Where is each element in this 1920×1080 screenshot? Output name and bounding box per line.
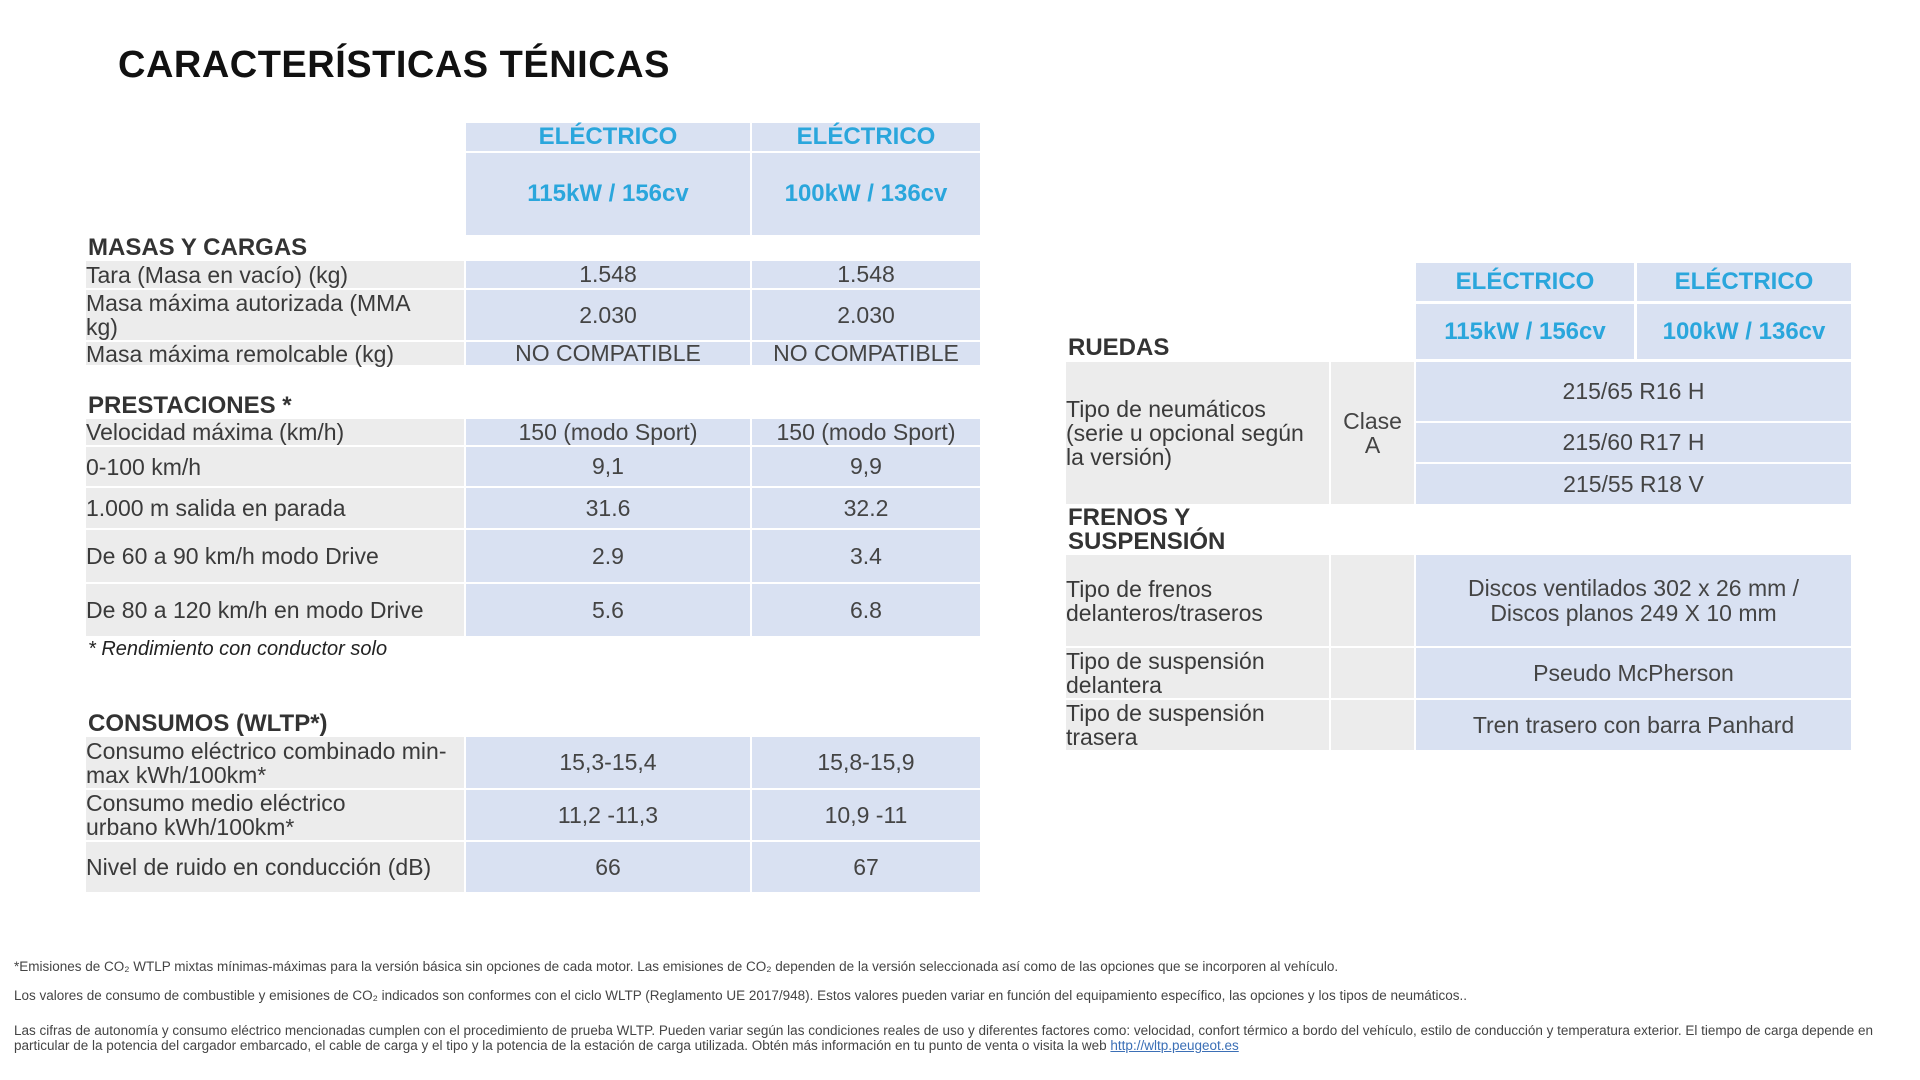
consumos-row-value-1: 11,2 -11,3 (466, 790, 750, 840)
ruedas-clase: Clase A (1331, 362, 1414, 504)
consumos-row-label: Consumo medio eléctrico urbano kWh/100km* (86, 790, 464, 840)
left-col1-header-line1: ELÉCTRICO (466, 123, 750, 151)
masas-row-label: Masa máxima autorizada (MMA kg) (86, 290, 464, 340)
frenos-row-label: Tipo de frenos delanteros/traseros (1066, 555, 1329, 646)
masas-row-value-2: 2.030 (752, 290, 980, 340)
prestaciones-row-label: De 60 a 90 km/h modo Drive (86, 530, 464, 582)
consumos-row-value-1: 66 (466, 842, 750, 892)
prestaciones-row-value-2: 9,9 (752, 447, 980, 486)
consumos-row-label: Nivel de ruido en conducción (dB) (86, 842, 464, 892)
masas-row-value-1: NO COMPATIBLE (466, 342, 750, 365)
prestaciones-row-label: De 80 a 120 km/h en modo Drive (86, 584, 464, 636)
ruedas-value: 215/60 R17 H (1416, 423, 1851, 462)
frenos-blank-cell (1331, 648, 1414, 698)
footnote-autonomia-text: Las cifras de autonomía y consumo eléctrico mencionadas cumplen con el procedimiento de prueba WLTP. Pueden variar según las condiciones reales de uso y diferentes factores como: velocidad, confort térmico a bordo del vehículo, estilo de conducción y temperatura exterior. El tiempo de carga depende en particular de la potencia del cargador embarcado, el cable de carga y el tipo y la potencia de la estación de carga utilizada. Obtén más información en tu punto de venta o visita la web (14, 1023, 1874, 1053)
prestaciones-row-value-2: 3.4 (752, 530, 980, 582)
frenos-row-label: Tipo de suspensión trasera (1066, 700, 1329, 750)
section-frenos-heading: FRENOS Y SUSPENSIÓN (1068, 504, 1226, 555)
prestaciones-row-value-1: 5.6 (466, 584, 750, 636)
masas-row-value-2: NO COMPATIBLE (752, 342, 980, 365)
prestaciones-note: * Rendimiento con conductor solo (88, 638, 388, 660)
prestaciones-row-value-1: 150 (modo Sport) (466, 419, 750, 445)
prestaciones-row-label: Velocidad máxima (km/h) (86, 419, 464, 445)
left-col2-header-line2: 100kW / 136cv (752, 153, 980, 235)
consumos-row-value-2: 67 (752, 842, 980, 892)
masas-row-label: Tara (Masa en vacío) (kg) (86, 261, 464, 288)
consumos-row-value-2: 15,8-15,9 (752, 737, 980, 788)
frenos-blank-cell (1331, 700, 1414, 750)
footnote-wltp: Los valores de consumo de combustible y emisiones de CO₂ indicados son conformes con el ciclo WLTP (Reglamento UE 2017/948). Estos valores pueden variar en función del equipamiento específico, las opciones y los tipos de neumáticos.. (14, 988, 1468, 1003)
ruedas-value: 215/65 R16 H (1416, 362, 1851, 421)
prestaciones-row-value-2: 150 (modo Sport) (752, 419, 980, 445)
footnote-autonomia (14, 1023, 1914, 1053)
masas-row-value-1: 1.548 (466, 261, 750, 288)
ruedas-label: Tipo de neumáticos (serie u opcional según la versión) (1066, 362, 1329, 504)
consumos-row-value-1: 15,3-15,4 (466, 737, 750, 788)
section-masas-heading: MASAS Y CARGAS (88, 234, 308, 261)
masas-row-value-1: 2.030 (466, 290, 750, 340)
prestaciones-row-value-1: 2.9 (466, 530, 750, 582)
right-col1-header-line2: 115kW / 156cv (1416, 304, 1634, 359)
frenos-row-value: Tren trasero con barra Panhard (1416, 700, 1851, 750)
page-title: CARACTERÍSTICAS TÉNICAS (118, 44, 670, 86)
prestaciones-row-value-2: 6.8 (752, 584, 980, 636)
wltp-link[interactable]: http://wltp.peugeot.es (1110, 1038, 1239, 1053)
frenos-row-value: Discos ventilados 302 x 26 mm / Discos planos 249 X 10 mm (1416, 555, 1851, 646)
right-col2-header-line1: ELÉCTRICO (1637, 263, 1851, 301)
prestaciones-row-label: 1.000 m salida en parada (86, 488, 464, 528)
right-col1-header-line1: ELÉCTRICO (1416, 263, 1634, 301)
section-prestaciones-heading: PRESTACIONES * (88, 392, 292, 419)
prestaciones-row-value-2: 32.2 (752, 488, 980, 528)
frenos-row-label: Tipo de suspensión delantera (1066, 648, 1329, 698)
masas-row-label: Masa máxima remolcable (kg) (86, 342, 464, 365)
masas-row-value-2: 1.548 (752, 261, 980, 288)
frenos-blank-cell (1331, 555, 1414, 646)
footnote-co2: *Emisiones de CO₂ WTLP mixtas mínimas-máximas para la versión básica sin opciones de cada motor. Las emisiones de CO₂ dependen de la versión seleccionada así como de las opciones que se incorporen al vehículo. (14, 959, 1339, 974)
prestaciones-row-value-1: 9,1 (466, 447, 750, 486)
section-consumos-heading: CONSUMOS (WLTP*) (88, 710, 328, 737)
left-col2-header-line1: ELÉCTRICO (752, 123, 980, 151)
section-ruedas-heading: RUEDAS (1068, 334, 1170, 361)
ruedas-value: 215/55 R18 V (1416, 464, 1851, 504)
left-col1-header-line2: 115kW / 156cv (466, 153, 750, 235)
right-col2-header-line2: 100kW / 136cv (1637, 304, 1851, 359)
prestaciones-row-label: 0-100 km/h (86, 447, 464, 486)
consumos-row-value-2: 10,9 -11 (752, 790, 980, 840)
frenos-row-value: Pseudo McPherson (1416, 648, 1851, 698)
consumos-row-label: Consumo eléctrico combinado min-max kWh/100km* (86, 737, 464, 788)
prestaciones-row-value-1: 31.6 (466, 488, 750, 528)
